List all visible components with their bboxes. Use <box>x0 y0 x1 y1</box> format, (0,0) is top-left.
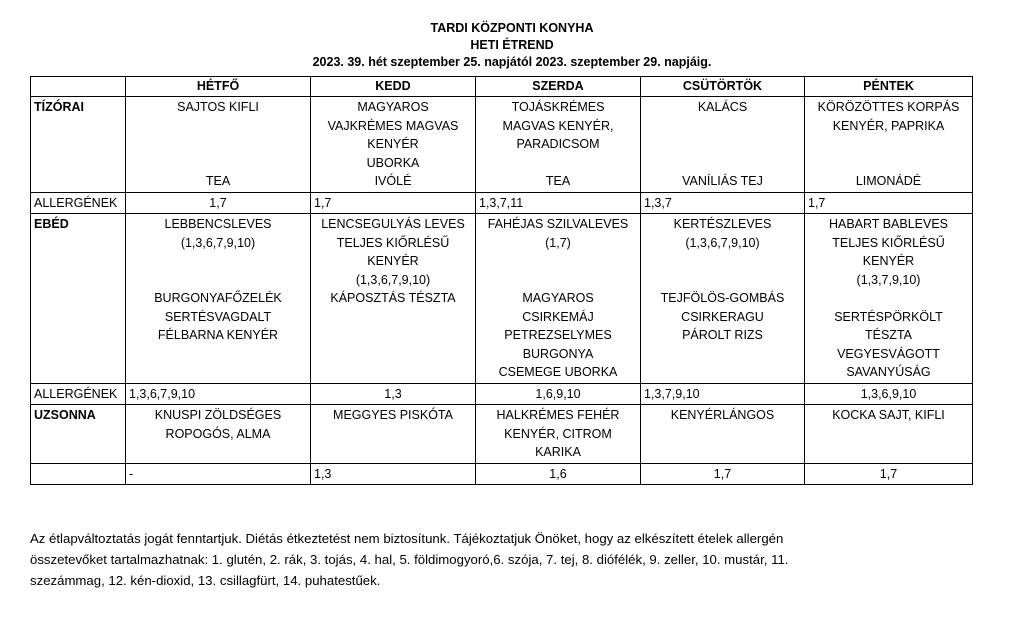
allergen-value: 1,3,7,9,10 <box>641 383 805 405</box>
menu-line: (1,3,6,7,9,10) <box>180 235 256 250</box>
menu-line: BURGONYAFŐZELÉK <box>154 291 282 305</box>
menu-line <box>644 271 801 290</box>
allergen-value: 1,3,7 <box>641 192 805 214</box>
day-header: HÉTFŐ <box>126 77 311 97</box>
corner-cell <box>31 77 126 97</box>
menu-line: KALÁCS <box>697 100 748 114</box>
menu-line <box>479 271 637 290</box>
day-header: PÉNTEK <box>805 77 973 97</box>
menu-line <box>644 135 801 154</box>
menu-line <box>314 425 472 444</box>
menu-line: MAGYAROS <box>522 291 594 305</box>
allergen-label <box>31 463 126 485</box>
menu-line <box>808 154 969 173</box>
uzsonna-friday <box>805 405 973 464</box>
menu-line: KENYÉRLÁNGOS <box>670 408 775 422</box>
menu-line: SERTÉSPÖRKÖLT <box>834 309 943 324</box>
menu-line: KOCKA SAJT, KIFLI <box>832 408 945 422</box>
menu-line: HALKRÉMES FEHÉR <box>496 408 620 422</box>
allergen-row <box>31 463 973 485</box>
menu-line <box>808 425 969 444</box>
menu-line: (1,3,6,7,9,10) <box>355 272 431 287</box>
tizorai-thursday <box>641 97 805 193</box>
menu-line: VEGYESVÁGOTT <box>837 346 940 361</box>
meal-label: EBÉD <box>31 214 126 384</box>
menu-heading <box>0 20 1024 71</box>
tizorai-tuesday <box>311 97 476 193</box>
menu-line: KENYÉR <box>367 137 419 151</box>
menu-line <box>644 345 801 364</box>
ebed-tuesday <box>311 214 476 384</box>
menu-line: KENYÉR <box>367 254 419 268</box>
allergen-notice <box>30 528 980 591</box>
menu-line: PÁROLT RIZS <box>682 328 763 342</box>
notice-line: összetevőket tartalmazhatnak: 1. glutén, 2. rák, 3. tojás, 4. hal, 5. földimogyoró,6. szója, 7. tej, 8. diófélék, 9. zeller, 10. mustár, 11. <box>30 552 789 567</box>
menu-title: HETI ÉTREND <box>470 38 554 52</box>
menu-line: LEBBENCSLEVES <box>164 217 272 231</box>
meal-label: TÍZÓRAI <box>31 97 126 193</box>
menu-line <box>479 252 637 271</box>
tizorai-wednesday <box>476 97 641 193</box>
allergen-value: 1,7 <box>311 192 476 214</box>
menu-line <box>129 252 307 271</box>
menu-line: TEJFÖLÖS-GOMBÁS <box>660 291 785 305</box>
menu-line: KENYÉR, CITROM <box>504 426 612 441</box>
menu-line <box>314 345 472 364</box>
menu-line <box>808 443 969 462</box>
menu-line: SAVANYÚSÁG <box>846 365 931 379</box>
menu-line: MAGYAROS <box>357 100 429 114</box>
day-header: CSÜTÖRTÖK <box>641 77 805 97</box>
allergen-value: 1,7 <box>805 463 973 485</box>
menu-line: (1,3,6,7,9,10) <box>685 235 760 250</box>
menu-line <box>644 117 801 136</box>
menu-line: MAGVAS KENYÉR, <box>502 118 614 133</box>
allergen-value: 1,3,6,7,9,10 <box>126 383 311 405</box>
menu-line <box>644 363 801 382</box>
tizorai-friday <box>805 97 973 193</box>
allergen-value: 1,3,7,11 <box>476 192 641 214</box>
menu-line: TEA <box>545 174 571 188</box>
menu-line <box>129 154 307 173</box>
menu-line: HABART BABLEVES <box>828 217 949 231</box>
allergen-row <box>31 383 973 405</box>
allergen-value: 1,7 <box>641 463 805 485</box>
allergen-label: ALLERGÉNEK <box>31 383 126 405</box>
menu-line: FAHÉJAS SZILVALEVES <box>487 217 629 231</box>
menu-line <box>314 326 472 345</box>
menu-line: KÁPOSZTÁS TÉSZTA <box>330 291 456 305</box>
day-header-row <box>31 77 973 97</box>
menu-line: LIMONÁDÉ <box>855 174 922 188</box>
tizorai-monday <box>126 97 311 193</box>
menu-line: TÉSZTA <box>865 328 912 342</box>
menu-line <box>129 117 307 136</box>
menu-line <box>644 443 801 462</box>
ebed-monday <box>126 214 311 384</box>
menu-line <box>644 154 801 173</box>
allergen-value: 1,7 <box>126 192 311 214</box>
menu-line: TEA <box>205 174 231 188</box>
menu-line: KENYÉR, PAPRIKA <box>832 118 945 133</box>
menu-line <box>644 252 801 271</box>
menu-line: KNUSPI ZÖLDSÉGES <box>154 408 282 422</box>
allergen-value: - <box>126 463 311 485</box>
menu-line <box>129 135 307 154</box>
menu-line: TELJES KIŐRLÉSŰ <box>832 235 945 250</box>
allergen-value: 1,6 <box>476 463 641 485</box>
menu-line: UBORKA <box>366 155 420 170</box>
menu-line: MEGGYES PISKÓTA <box>333 408 453 422</box>
menu-line: CSIRKERAGU <box>681 309 764 324</box>
menu-line: IVÓLÉ <box>374 174 412 188</box>
uzsonna-wednesday <box>476 405 641 464</box>
ebed-row <box>31 214 973 384</box>
menu-line <box>129 271 307 290</box>
ebed-wednesday <box>476 214 641 384</box>
menu-line: VANÍLIÁS TEJ <box>682 174 763 188</box>
ebed-friday <box>805 214 973 384</box>
menu-line: KARIKA <box>535 445 581 459</box>
menu-line: LENCSEGULYÁS LEVES <box>321 217 465 231</box>
meal-label: UZSONNA <box>31 405 126 464</box>
menu-line <box>129 443 307 462</box>
menu-line <box>129 345 307 364</box>
menu-line <box>479 154 637 173</box>
menu-line <box>808 135 969 154</box>
menu-line: SAJTOS KIFLI <box>177 100 259 114</box>
menu-line: VAJKRÉMES MAGVAS <box>327 118 459 133</box>
uzsonna-monday <box>126 405 311 464</box>
menu-line <box>314 443 472 462</box>
day-header: SZERDA <box>476 77 641 97</box>
uzsonna-tuesday <box>311 405 476 464</box>
tizorai-row <box>31 97 973 193</box>
menu-line <box>129 363 307 382</box>
allergen-row <box>31 192 973 214</box>
menu-line: FÉLBARNA KENYÉR <box>157 328 279 342</box>
uzsonna-thursday <box>641 405 805 464</box>
menu-line: TELJES KIŐRLÉSŰ <box>336 235 450 250</box>
menu-line: KERTÉSZLEVES <box>673 217 772 231</box>
day-header: KEDD <box>311 77 476 97</box>
menu-line: (1,7) <box>545 235 571 250</box>
menu-line: TOJÁSKRÉMES <box>511 100 605 114</box>
weekly-menu-table <box>30 76 973 485</box>
uzsonna-row <box>31 405 973 464</box>
menu-line: (1,3,7,9,10) <box>856 272 921 287</box>
notice-line: Az étlapváltoztatás jogát fenntartjuk. Diétás étkeztetést nem biztosítunk. Tájékoztatjuk Önöket, hogy az elkészített ételek allergén <box>30 531 784 546</box>
menu-line: PETREZSELYMES <box>504 328 612 342</box>
menu-line <box>808 289 969 308</box>
allergen-value: 1,6,9,10 <box>476 383 641 405</box>
allergen-value: 1,7 <box>805 192 973 214</box>
menu-line <box>314 363 472 382</box>
allergen-value: 1,3 <box>311 463 476 485</box>
menu-line: KÖRÖZÖTTES KORPÁS <box>817 100 960 114</box>
allergen-label: ALLERGÉNEK <box>31 192 126 214</box>
ebed-thursday <box>641 214 805 384</box>
menu-line <box>314 308 472 327</box>
kitchen-name: TARDI KÖZPONTI KONYHA <box>430 21 594 35</box>
menu-line: CSEMEGE UBORKA <box>498 365 618 379</box>
menu-line: PARADICSOM <box>516 137 600 151</box>
menu-line: CSIRKEMÁJ <box>522 309 594 324</box>
menu-date-range: 2023. 39. hét szeptember 25. napjától 2023. szeptember 29. napjáig. <box>312 55 712 69</box>
allergen-value: 1,3,6,9,10 <box>805 383 973 405</box>
menu-line: ROPOGÓS, ALMA <box>165 426 271 441</box>
menu-line <box>644 425 801 444</box>
menu-line: KENYÉR <box>862 254 915 268</box>
menu-line: SERTÉSVAGDALT <box>164 309 272 324</box>
notice-line: szezámmag, 12. kén-dioxid, 13. csillagfürt, 14. puhatestűek. <box>30 573 381 588</box>
menu-line: BURGONYA <box>522 346 594 361</box>
allergen-value: 1,3 <box>311 383 476 405</box>
